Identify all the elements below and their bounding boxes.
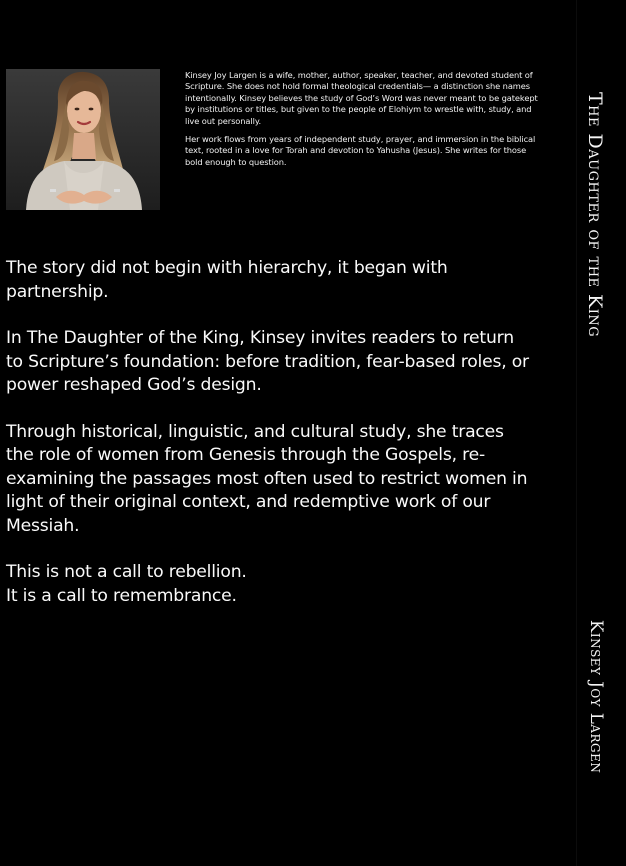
author-photo bbox=[6, 69, 160, 210]
author-bio-paragraph: Her work flows from years of independent study, prayer, and immersion in the biblical text, rooted in a love for Torah and devotion to Yahusha (Jesus). She writes for those bold enough to question. bbox=[185, 134, 536, 167]
blurb-paragraph: In The Daughter of the King, Kinsey invites readers to return to Scripture’s foundation: before tradition, fear-based roles, or power reshaped God’s design. bbox=[6, 328, 529, 395]
author-bio bbox=[185, 70, 540, 175]
closing-line: It is a call to remembrance. bbox=[6, 585, 237, 606]
spine-author: Kinsey Joy Largen bbox=[587, 620, 606, 774]
spine-title: The Daughter of the King bbox=[584, 92, 606, 338]
spine-divider bbox=[576, 0, 577, 866]
closing-statement bbox=[6, 561, 536, 608]
closing-line: This is not a call to rebellion. bbox=[6, 562, 247, 582]
blurb-paragraph: Through historical, linguistic, and cultural study, she traces the role of women from Genesis through the Gospels, re-examining the passages most often used to restrict women in light of their original context, and redemptive work of our Messiah. bbox=[6, 421, 528, 536]
blurb-paragraph: The story did not begin with hierarchy, it began with partnership. bbox=[6, 258, 448, 302]
author-bio-paragraph: Kinsey Joy Largen is a wife, mother, author, speaker, teacher, and devoted student of Scripture. She does not hold formal theological credentials— a distinction she names intentionally. Kinsey believes the study of God’s Word was never meant to be gatekept by institutions or titles, but given to the people of Elohiym to wrestle with, study, and live out personally. bbox=[185, 70, 538, 126]
book-description bbox=[6, 257, 536, 608]
